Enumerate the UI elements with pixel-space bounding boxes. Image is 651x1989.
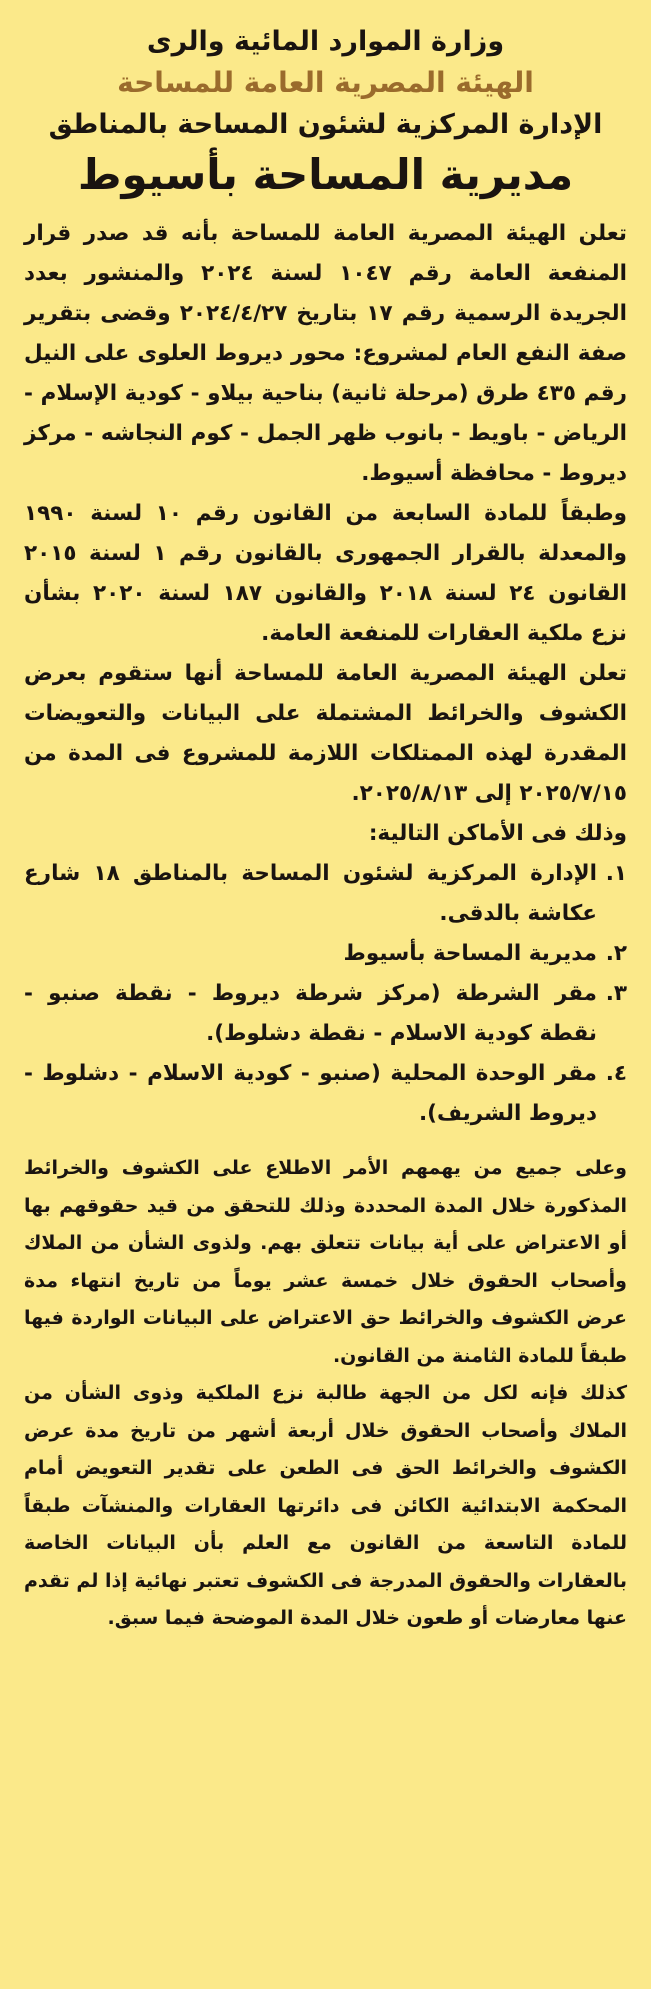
paragraph-display-period: تعلن الهيئة المصرية العامة للمساحة أنها ستقوم بعرض الكشوف والخرائط المشتملة على البيانات والتعويضات المقدرة لهذه الممتلكات اللازمة للمشروع فى المدة من ٢٠٢٥/٧/١٥ إلى ٢٠٢٥/٨/١٣. — [24, 661, 627, 806]
places-title: وذلك فى الأماكن التالية: — [368, 821, 627, 846]
list-item-text: مقر الشرطة (مركز شرطة ديروط - نقطة صنبو - نقطة كودية الاسلام - نقطة دشلوط). — [24, 981, 597, 1046]
list-item — [24, 934, 627, 974]
list-item-number: ٣. — [605, 981, 627, 1006]
list-item-number: ٢. — [605, 941, 627, 966]
list-item-text: مقر الوحدة المحلية (صنبو - كودية الاسلام - دشلوط - ديروط الشريف). — [24, 1061, 597, 1126]
paragraph-decision: تعلن الهيئة المصرية العامة للمساحة بأنه قد صدر قرار المنفعة العامة رقم ١٠٤٧ لسنة ٢٠٢٤ والمنشور بعدد الجريدة الرسمية رقم ١٧ بتاريخ ٢٠٢٤/٤/٢٧ وقضى بتقرير صفة النفع العام لمشروع: محور ديروط العلوى على النيل رقم ٤٣٥ طرق (مرحلة ثانية) بناحية بيلاو - كودية الإسلام - الرياض - باويط - بانوب ظهر الجمل - كوم النجاشه - مركز ديروط - محافظة أسيوط. — [24, 221, 627, 486]
paragraph-appeals: كذلك فإنه لكل من الجهة طالبة نزع الملكية وذوى الشأن من الملاك وأصحاب الحقوق خلال أربعة أشهر من تاريخ مدة عرض الكشوف والخرائط الحق فى الطعن على تقدير التعويض أمام المحكمة الابتدائية الكائن فى دائرتها العقارات والمنشآت طبقاً للمادة التاسعة من القانون مع العلم بأن البيانات الخاصة بالعقارات والحقوق المدرجة فى الكشوف تعتبر نهائية إذا لم تقدم عنها معارضات أو طعون خلال المدة الموضحة فيما سبق. — [24, 1382, 627, 1629]
authority-title: الهيئة المصرية العامة للمساحة — [117, 66, 534, 99]
list-item-number: ٤. — [605, 1061, 627, 1086]
central-admin-title: الإدارة المركزية لشئون المساحة بالمناطق — [48, 109, 603, 140]
list-item-number: ١. — [605, 861, 627, 886]
list-item — [24, 974, 627, 1054]
list-item-text: مديرية المساحة بأسيوط — [343, 941, 597, 966]
directorate-title: مديرية المساحة بأسيوط — [77, 150, 574, 199]
ministry-title: وزارة الموارد المائية والرى — [146, 26, 505, 57]
paragraph-objections: وعلى جميع من يهمهم الأمر الاطلاع على الكشوف والخرائط المذكورة خلال المدة المحددة وذلك للتحقق من قيد حقوقهم بها أو الاعتراض على أية بيانات تتعلق بهم. ولذوى الشأن من الملاك وأصحاب الحقوق خلال خمسة عشر يوماً من تاريخ انتهاء مدة عرض الكشوف والخرائط حق الاعتراض على البيانات الواردة فيها طبقاً للمادة الثامنة من القانون. — [24, 1157, 627, 1367]
list-item-text: الإدارة المركزية لشئون المساحة بالمناطق ١٨ شارع عكاشة بالدقى. — [24, 861, 597, 926]
list-item — [24, 854, 627, 934]
paragraph-law: وطبقاً للمادة السابعة من القانون رقم ١٠ لسنة ١٩٩٠ والمعدلة بالقرار الجمهورى بالقانون رقم ١ لسنة ٢٠١٥ القانون ٢٤ لسنة ٢٠١٨ والقانون ١٨٧ لسنة ٢٠٢٠ بشأن نزع ملكية العقارات للمنفعة العامة. — [24, 501, 627, 646]
places-list — [24, 854, 627, 1134]
spacer — [24, 1134, 627, 1150]
header — [24, 22, 627, 204]
list-item — [24, 1054, 627, 1134]
